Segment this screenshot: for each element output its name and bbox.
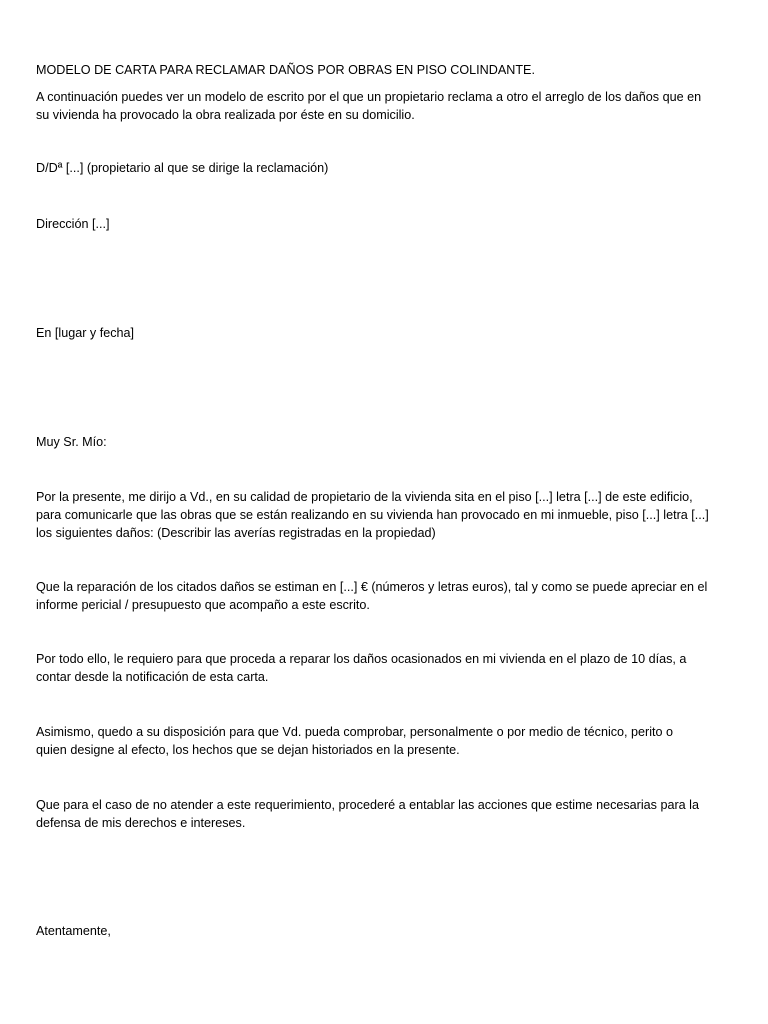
body-line: los siguientes daños: (Describir las averías registradas en la propiedad) [36,526,436,540]
recipient-line: D/Dª [...] (propietario al que se dirige la reclamación) [36,161,329,175]
body-line: Por todo ello, le requiero para que proceda a reparar los daños ocasionados en mi vivienda en el plazo de 10 días, a [36,652,687,666]
body-paragraph-2 [36,578,736,614]
body-line: defensa de mis derechos e intereses. [36,816,246,830]
address-line: Dirección [...] [36,217,110,231]
body-paragraph-3 [36,650,736,686]
body-line: contar desde la notificación de esta carta. [36,670,269,684]
body-line: Asimismo, quedo a su disposición para que Vd. pueda comprobar, personalmente o por medio de técnico, perito o [36,725,674,739]
body-paragraph-5 [36,796,736,832]
intro-paragraph [36,88,736,124]
closing: Atentamente, [36,924,111,938]
intro-line: A continuación puedes ver un modelo de escrito por el que un propietario reclama a otro el arreglo de los daños que en [36,90,702,104]
body-line: quien designe al efecto, los hechos que se dejan historiados en la presente. [36,743,460,757]
body-line: informe pericial / presupuesto que acompaño a este escrito. [36,598,370,612]
body-line: Que para el caso de no atender a este requerimiento, procederé a entablar las acciones que estime necesarias para la [36,798,699,812]
intro-line: su vivienda ha provocado la obra realizada por éste en su domicilio. [36,108,415,122]
body-line: para comunicarle que las obras que se están realizando en su vivienda han provocado en mi inmueble, piso [...] letra [...] [36,508,709,522]
body-line: Por la presente, me dirijo a Vd., en su calidad de propietario de la vivienda sita en el piso [...] letra [...] de este edificio, [36,490,693,504]
salutation: Muy Sr. Mío: [36,435,107,449]
body-paragraph-4 [36,723,736,759]
place-date-line: En [lugar y fecha] [36,326,135,340]
document-title: MODELO DE CARTA PARA RECLAMAR DAÑOS POR OBRAS EN PISO COLINDANTE. [36,63,535,77]
body-line: Que la reparación de los citados daños se estiman en [...] € (números y letras euros), tal y como se puede apreciar en el [36,580,708,594]
body-paragraph-1 [36,488,736,542]
